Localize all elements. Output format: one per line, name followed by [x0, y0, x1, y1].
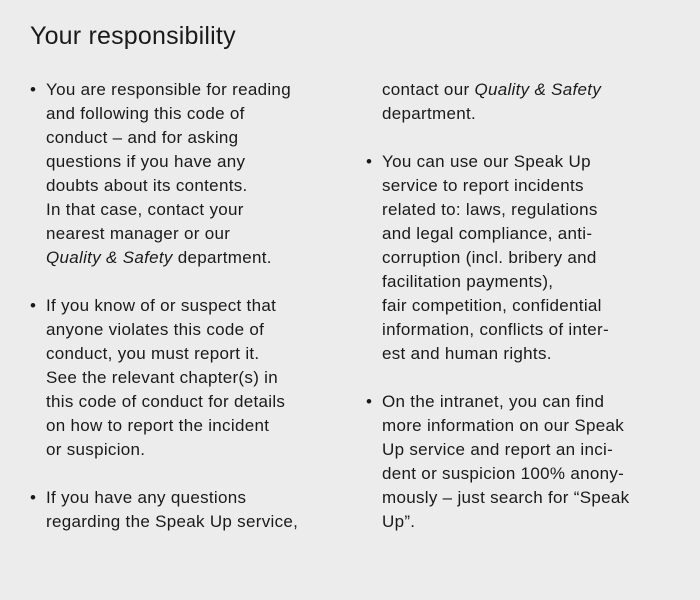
- text-line: regarding the Speak Up service,: [46, 512, 299, 531]
- text-line: questions if you have any: [46, 152, 246, 171]
- text-line: If you have any questions: [46, 488, 247, 507]
- text-line: nearest manager or our: [46, 224, 231, 243]
- text-line: dent or suspicion 100% anony-: [382, 464, 625, 483]
- right-column: [366, 78, 686, 558]
- text-line: On the intranet, you can find: [382, 392, 605, 411]
- text-line: on how to report the incident: [46, 416, 270, 435]
- text-line: and legal compliance, anti-: [382, 224, 593, 243]
- bullet-speak-up-questions-continued: [366, 78, 686, 126]
- text-line: est and human rights.: [382, 344, 552, 363]
- text-line: service to report incidents: [382, 176, 584, 195]
- text-line: Up service and report an inci-: [382, 440, 614, 459]
- left-column: [30, 78, 350, 558]
- bullet-speak-up-service: [366, 150, 686, 366]
- text-line: conduct – and for asking: [46, 128, 239, 147]
- bullet-report-violation: [30, 294, 350, 462]
- text-line: facilitation payments),: [382, 272, 554, 291]
- text-line: department.: [382, 104, 477, 123]
- text-line: [46, 246, 350, 270]
- text-line: this code of conduct for details: [46, 392, 286, 411]
- text-line: Up”.: [382, 512, 416, 531]
- text-line: doubts about its contents.: [46, 176, 248, 195]
- text-line: See the relevant chapter(s) in: [46, 368, 279, 387]
- text-line: anyone violates this code of: [46, 320, 265, 339]
- text-line: related to: laws, regulations: [382, 200, 598, 219]
- bullet-marker: •: [366, 152, 373, 171]
- text-line: In that case, contact your: [46, 200, 244, 219]
- bullet-intranet: [366, 390, 686, 534]
- text-line: conduct, you must report it.: [46, 344, 260, 363]
- bullet-speak-up-questions: [30, 486, 350, 534]
- bullet-marker: •: [30, 296, 37, 315]
- text-fragment: department.: [172, 248, 272, 267]
- bullet-marker: •: [366, 392, 373, 411]
- bullet-responsibility: [30, 78, 350, 270]
- department-name: Quality & Safety: [474, 80, 602, 99]
- text-fragment: contact our: [382, 80, 475, 99]
- text-line: You can use our Speak Up: [382, 152, 591, 171]
- text-line: or suspicion.: [46, 440, 146, 459]
- text-line: more information on our Speak: [382, 416, 625, 435]
- text-line: You are responsible for reading: [46, 80, 291, 99]
- text-line: information, conflicts of inter-: [382, 320, 609, 339]
- text-line: corruption (incl. bribery and: [382, 248, 597, 267]
- text-line: and following this code of: [46, 104, 245, 123]
- page-title: Your responsibility: [30, 22, 236, 50]
- text-line: [382, 78, 686, 102]
- text-line: If you know of or suspect that: [46, 296, 277, 315]
- bullet-marker: •: [30, 488, 37, 507]
- department-name: Quality & Safety: [46, 248, 173, 267]
- text-line: fair competition, confidential: [382, 296, 602, 315]
- text-line: mously – just search for “Speak: [382, 488, 630, 507]
- bullet-marker: •: [30, 80, 37, 99]
